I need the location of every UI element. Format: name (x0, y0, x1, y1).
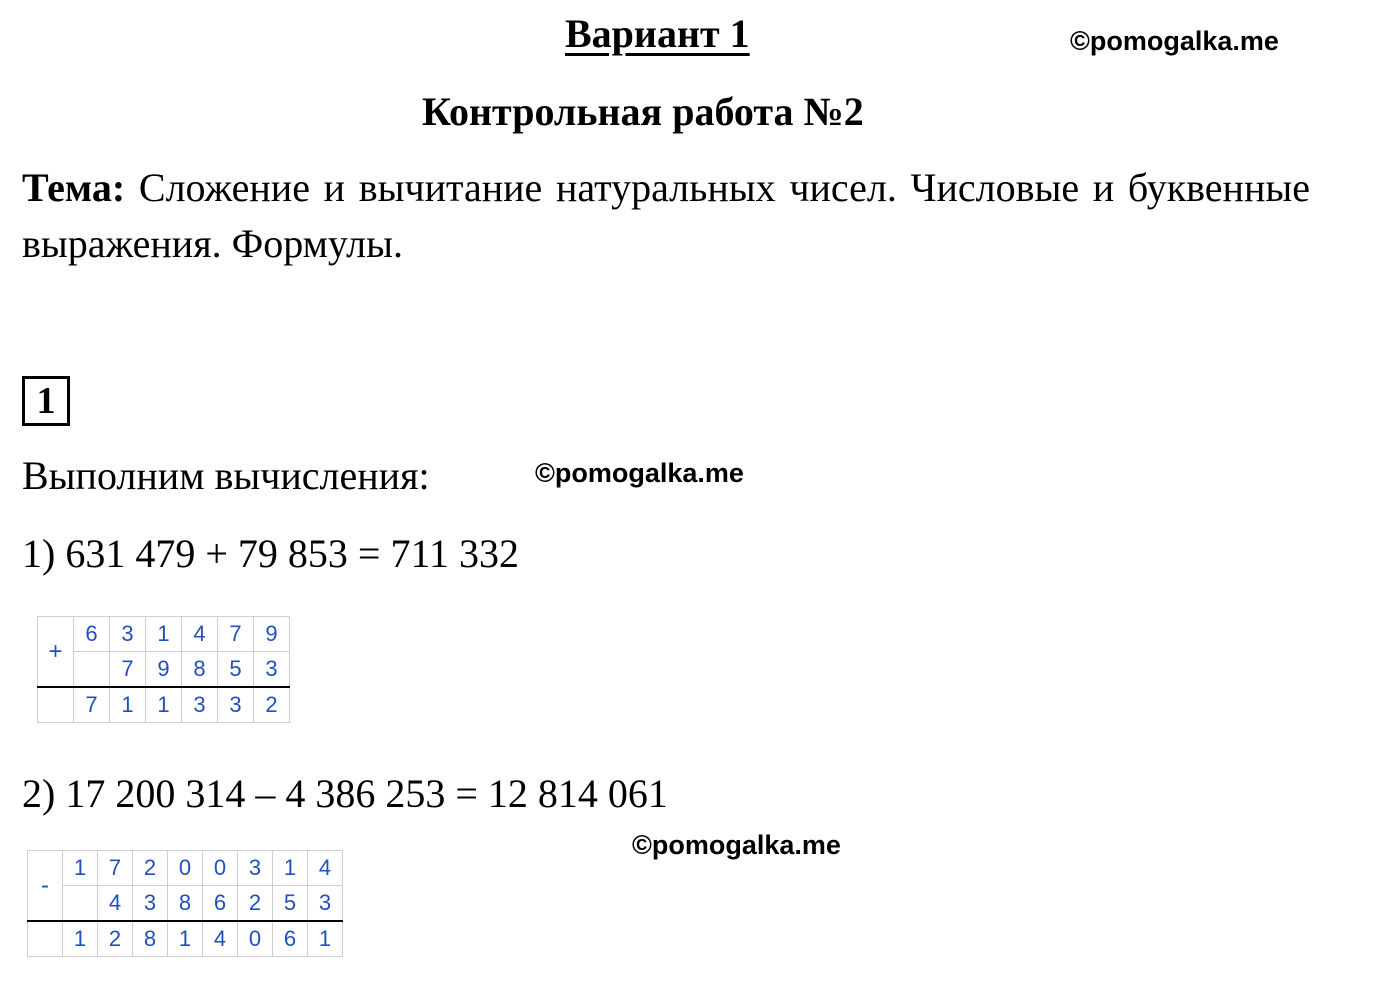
digit-cell: 0 (238, 921, 273, 957)
watermark: ©pomogalka.me (632, 830, 841, 860)
digit-cell: 3 (133, 886, 168, 922)
table-row (38, 652, 290, 688)
variant-heading: Вариант 1 (565, 11, 750, 56)
digit-cell: 9 (146, 652, 182, 688)
digit-cell: 5 (218, 652, 254, 688)
watermark: ©pomogalka.me (535, 458, 744, 488)
digit-cell: 2 (238, 886, 273, 922)
digit-cell: 7 (110, 652, 146, 688)
table-row (38, 687, 290, 723)
digit-cell: 7 (98, 851, 133, 886)
digit-cell: 3 (308, 886, 343, 922)
digit-cell: 4 (182, 617, 218, 652)
topic-label: Тема: (22, 165, 126, 210)
task-number-box: 1 (22, 376, 70, 426)
digit-cell: 1 (146, 617, 182, 652)
digit-cell: 2 (98, 921, 133, 957)
digit-cell: 3 (218, 687, 254, 723)
expression-1: 1) 631 479 + 79 853 = 711 332 (22, 531, 519, 576)
digit-cell: 1 (273, 851, 308, 886)
digit-cell: 0 (203, 851, 238, 886)
digit-cell: 7 (218, 617, 254, 652)
digit-cell: 6 (74, 617, 110, 652)
digit-cell: 6 (273, 921, 308, 957)
digit-cell: 8 (133, 921, 168, 957)
digit-cell: 0 (168, 851, 203, 886)
digit-cell: 8 (182, 652, 218, 688)
digit-cell: 4 (308, 851, 343, 886)
digit-cell: 8 (168, 886, 203, 922)
empty-cell (38, 687, 74, 723)
digit-cell: 3 (182, 687, 218, 723)
column-subtraction-table (27, 850, 343, 957)
digit-cell: 3 (110, 617, 146, 652)
digit-cell: 1 (63, 851, 98, 886)
table-row (28, 851, 343, 886)
digit-cell: 1 (168, 921, 203, 957)
table-row (28, 886, 343, 922)
digit-cell: 7 (74, 687, 110, 723)
digit-cell: 2 (254, 687, 290, 723)
digit-cell: 2 (133, 851, 168, 886)
watermark: ©pomogalka.me (1070, 26, 1279, 56)
digit-cell: 1 (308, 921, 343, 957)
digit-cell: 5 (273, 886, 308, 922)
digit-cell: 3 (238, 851, 273, 886)
operator-cell: - (28, 851, 63, 922)
digit-cell: 3 (254, 652, 290, 688)
digit-cell: 6 (203, 886, 238, 922)
task-intro: Выполним вычисления: (22, 453, 430, 498)
column-addition-table (37, 616, 290, 723)
digit-cell: 1 (110, 687, 146, 723)
expression-2: 2) 17 200 314 – 4 386 253 = 12 814 061 (22, 771, 668, 816)
digit-cell: 9 (254, 617, 290, 652)
digit-cell (63, 886, 98, 922)
digit-cell (74, 652, 110, 688)
page-title: Контрольная работа №2 (422, 89, 864, 134)
operator-cell: + (38, 617, 74, 688)
digit-cell: 1 (146, 687, 182, 723)
digit-cell: 4 (203, 921, 238, 957)
digit-cell: 1 (63, 921, 98, 957)
table-row (38, 617, 290, 652)
table-row (28, 921, 343, 957)
digit-cell: 4 (98, 886, 133, 922)
topic-text: Сложение и вычитание натуральных чисел. Числовые и буквенные выражения. Формулы. (22, 165, 1310, 266)
topic-paragraph (22, 160, 1310, 272)
empty-cell (28, 921, 63, 957)
